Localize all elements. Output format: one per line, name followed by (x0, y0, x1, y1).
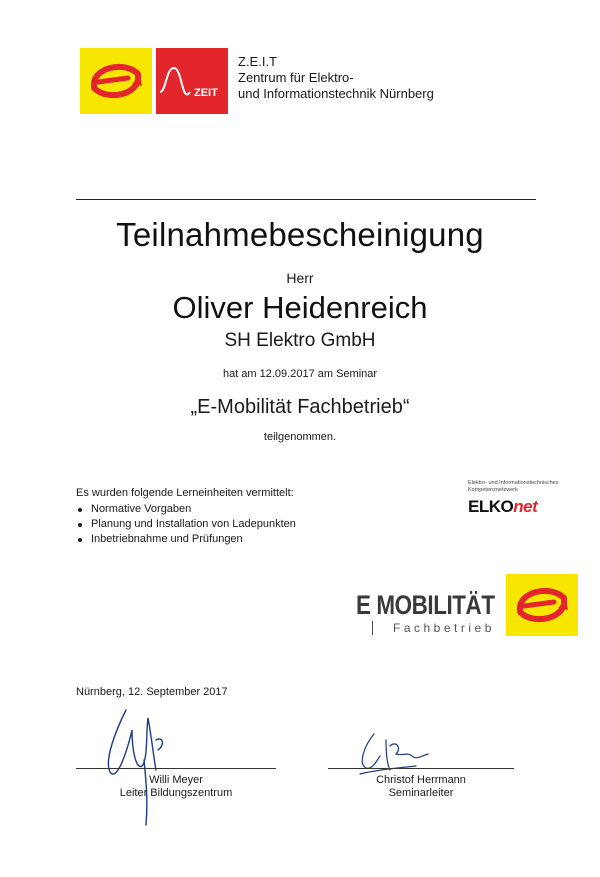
e-logo-icon (506, 574, 578, 636)
signatory-left (76, 774, 276, 800)
signatory-role: Leiter Bildungszentrum (119, 787, 233, 799)
e-check-logo-small (506, 574, 578, 636)
signature-left (96, 700, 186, 830)
company-name: SH Elektro GmbH (224, 330, 376, 351)
elkonet-wordmark-part2: net (513, 497, 538, 516)
list-item: Inbetriebnahme und Prüfungen (76, 532, 296, 547)
signature-line-right (328, 768, 514, 769)
elkonet-wordmark (468, 497, 580, 517)
zeit-wave-icon (156, 48, 228, 114)
signatory-name: Willi Meyer (149, 774, 203, 786)
emobility-logo (356, 590, 500, 635)
date-line: hat am 12.09.2017 am Seminar (222, 368, 378, 380)
elkonet-logo (468, 480, 580, 540)
elkonet-tagline: Elektro- und Informationstechnisches Kompetenznetzwerk (468, 480, 559, 493)
organization-name (238, 54, 434, 102)
emobility-logo-title: E MOBILITÄT (356, 590, 495, 620)
list-item: Planung und Installation von Ladepunkten (76, 517, 296, 532)
org-line-1: Z.E.I.T (238, 54, 277, 69)
list-item: Normative Vorgaben (76, 502, 296, 517)
learning-units-list (76, 502, 296, 547)
zeit-logo (156, 48, 228, 114)
signature-right (356, 726, 436, 780)
signature-line-left (76, 768, 276, 769)
learning-units-intro: Es wurden folgende Lerneinheiten vermittelt: (76, 487, 294, 499)
signatory-name: Christof Herrmann (376, 774, 466, 786)
place-and-date: Nürnberg, 12. September 2017 (76, 686, 228, 698)
zeit-logo-text: ZEIT (194, 87, 218, 99)
certificate-title: Teilnahmebescheinigung (116, 216, 484, 253)
org-line-2: Zentrum für Elektro- (238, 70, 354, 85)
e-check-logo (80, 48, 152, 114)
elkonet-wordmark-part1: ELKO (468, 497, 514, 516)
seminar-title: „E-Mobilität Fachbetrieb“ (190, 396, 410, 418)
org-line-3: und Informationstechnik Nürnberg (238, 86, 434, 101)
e-logo-icon (80, 48, 152, 114)
header-divider (76, 199, 536, 200)
emobility-logo-subtitle: Fachbetrieb (372, 621, 500, 635)
signatory-right (328, 774, 514, 800)
salutation: Herr (286, 270, 314, 286)
participated-text: teilgenommen. (263, 431, 337, 443)
signatory-role: Seminarleiter (388, 787, 454, 799)
participant-name: Oliver Heidenreich (172, 290, 428, 325)
